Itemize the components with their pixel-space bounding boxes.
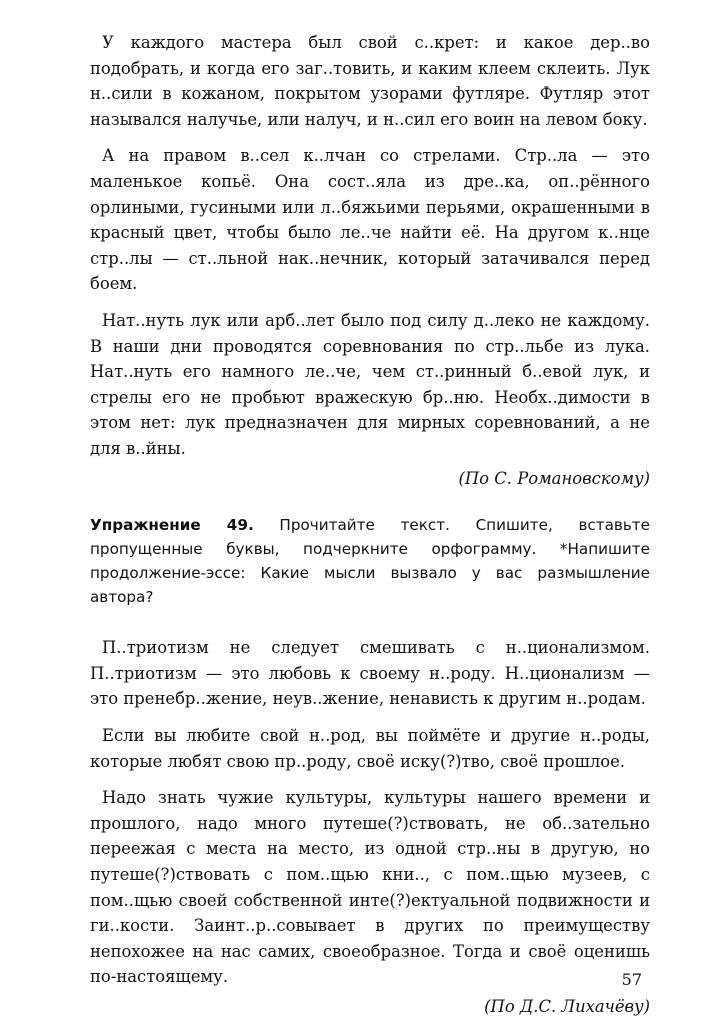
page-number: 57 <box>621 970 642 989</box>
paragraph-2: А на правом в..сел к..лчан со стрелами. Стр..ла — это маленькое копьё. Она сост..яла из дре..ка, оп..рённого орлиными, гусиными или л..бяжьими перьями, окрашенными в красный цвет, чтобы было ле..че найти её. На другом к..нце стр..лы — ст..льной нак..нечник, который затачивался перед боем. <box>90 146 650 294</box>
page-content <box>90 30 650 1020</box>
exercise-title: Упражнение 49. <box>90 516 254 535</box>
paragraph-5: Если вы любите свой н..род, вы поймёте и другие н..роды, которые любят свою пр..роду, своё иску(?)тво, своё прошлое. <box>90 726 650 771</box>
text-romanovsky <box>90 30 650 491</box>
paragraph-6: Надо знать чужие культуры, культуры нашего времени и прошлого, надо много путеше(?)ствовать, не об..зательно переежая с места на место, из одной стр..ны в другую, но путеше(?)ствовать с пом..щью кни.., с пом..щью музеев, с пом..щью своей собственной инте(?)ектуальной подвижности и ги..кости. Заинт..р..совывает в других по преимуществу непохожее на нас самих, своеобразное. Тогда и своё оценишь по-настоящему. <box>90 788 650 987</box>
exercise-instructions: Прочитайте текст. Спишите, вставьте пропущенные буквы, подчеркните орфограмму. *Напишите продолжение-эссе: Какие мысли вызвало у вас размышление автора? <box>90 516 650 607</box>
exercise-49 <box>90 513 650 609</box>
attribution-likhachev: (По Д.С. Лихачёву) <box>484 997 650 1016</box>
paragraph-4: П..триотизм не следует смешивать с н..ционализмом. П..триотизм — это любовь к своему н..роду. Н..ционализм — это пренебр..жение, неув..жение, ненависть к другим н..родам. <box>90 638 650 709</box>
text-likhachev <box>90 635 650 1019</box>
attribution-romanovsky: (По С. Романовскому) <box>458 468 650 488</box>
paragraph-1: У каждого мастера был свой с..крет: и какое дер..во подобрать, и когда его заг..товить, и каким клеем склеить. Лук н..сили в кожаном, покрытом узорами футляре. Футляр этот назывался налучье, или налуч, и н..сил его воин на левом боку. <box>90 33 650 129</box>
paragraph-3: Нат..нуть лук или арб..лет было под силу д..леко не каждому. В наши дни проводятся соревнования по стр..льбе из лука. Нат..нуть его намного ле..че, чем ст..ринный б..евой лук, и стрелы его не пробьют вражескую бр..ню. Необх..димости в этом нет: лук предназначен для мирных соревнований, а не для в..йны. <box>90 310 650 458</box>
